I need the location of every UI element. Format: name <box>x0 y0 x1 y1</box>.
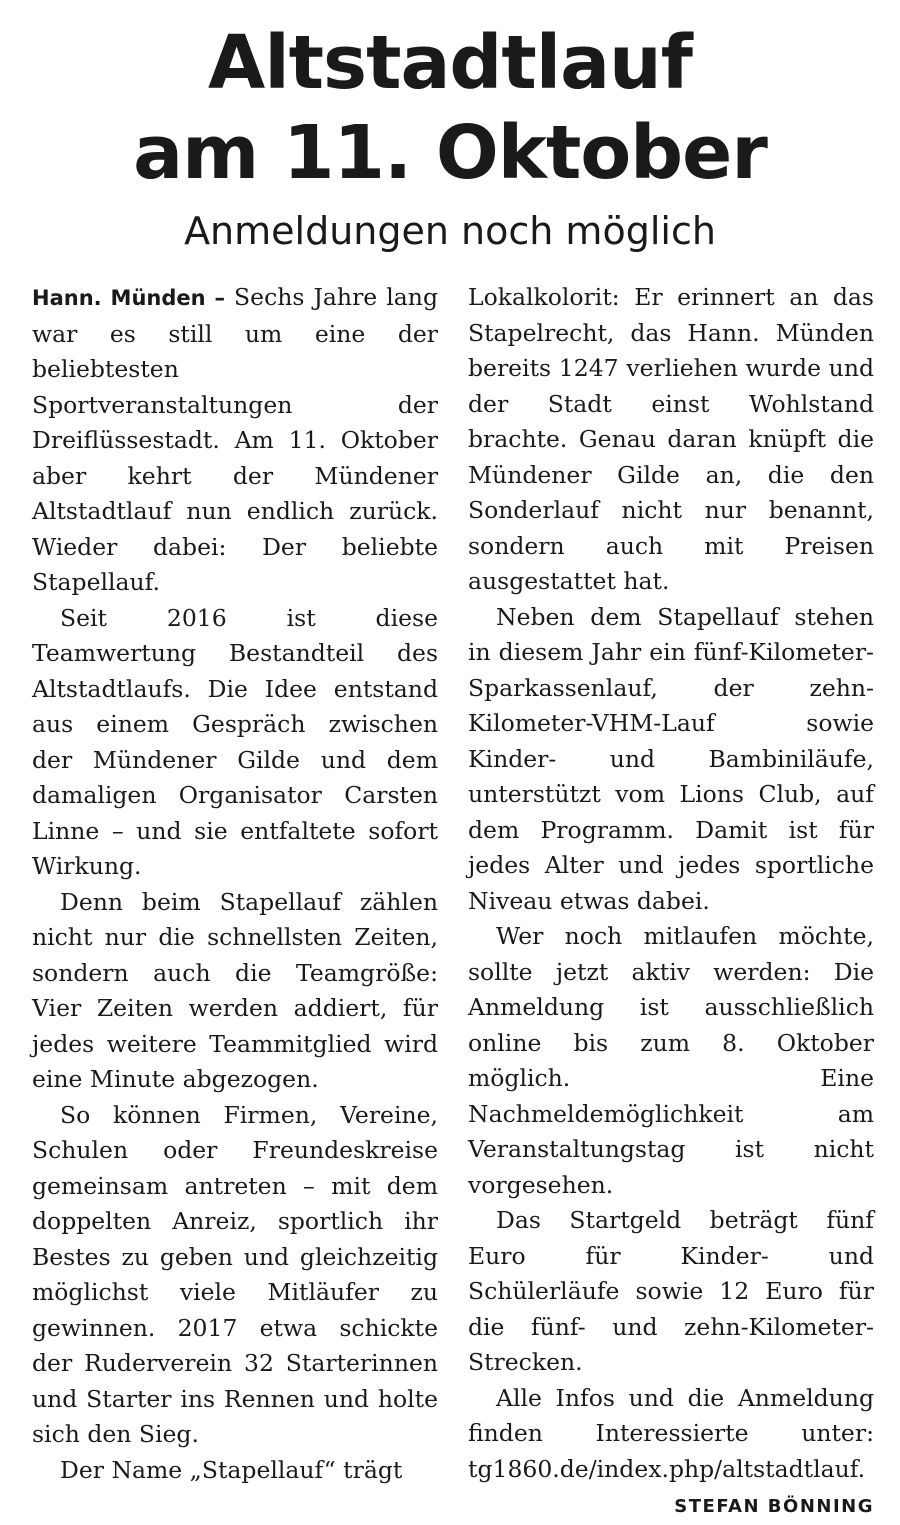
article-column-right <box>468 280 874 1525</box>
paragraph-text: Sechs Jahre lang war es still um eine der beliebtesten Sportveranstaltungen der Dreiflüssestadt. Am 11. Oktober aber kehrt der Mündener Altstadtlauf nun endlich zurück. Wieder dabei: Der beliebte Stapellauf. <box>32 283 438 596</box>
paragraph <box>468 1381 874 1517</box>
headline-line-1: Altstadtlauf <box>208 20 692 106</box>
headline-line-2: am 11. Oktober <box>133 110 767 196</box>
paragraph: Das Startgeld beträgt fünf Euro für Kinder- und Schülerläufe sowie 12 Euro für die fünf- und zehn-Kilometer-Strecken. <box>468 1206 874 1376</box>
paragraph-text: Alle Infos und die Anmeldung finden Interessierte unter: tg1860.de/index.php/altstadtlauf. <box>468 1383 874 1483</box>
article-column-left <box>32 280 438 1488</box>
author-byline: STEFAN BÖNNING <box>674 1496 874 1517</box>
paragraph: Der Name „Stapellauf“ trägt <box>60 1455 403 1484</box>
paragraph <box>32 280 438 601</box>
paragraph: Lokalkolorit: Er erinnert an das Stapelrecht, das Hann. Münden bereits 1247 verliehen wurde und der Stadt einst Wohlstand brachte. Genau daran knüpft die Mündener Gilde an, die den Sonderlauf nicht nur benannt, sondern auch mit Preisen ausgestattet hat. <box>468 283 874 595</box>
dateline: Hann. Münden – <box>32 286 225 310</box>
paragraph: Wer noch mitlaufen möchte, sollte jetzt aktiv werden: Die Anmeldung ist ausschließlich online bis zum 8. Oktober möglich. Eine Nachmeldemöglichkeit am Veranstaltungstag ist nicht vorgesehen. <box>468 922 874 1199</box>
paragraph: Seit 2016 ist diese Teamwertung Bestandteil des Altstadtlaufs. Die Idee entstand aus einem Gespräch zwischen der Mündener Gilde und dem damaligen Organisator Carsten Linne – und sie entfaltete sofort Wirkung. <box>32 603 438 880</box>
headline <box>0 18 900 198</box>
subheadline: Anmeldungen noch möglich <box>184 209 716 253</box>
paragraph: So können Firmen, Vereine, Schulen oder Freundeskreise gemeinsam antreten – mit dem doppelten Anreiz, sportlich ihr Bestes zu geben und gleichzeitig möglichst viele Mitläufer zu gewinnen. 2017 etwa schickte der Ruderverein 32 Starterinnen und Starter ins Rennen und holte sich den Sieg. <box>32 1100 438 1448</box>
paragraph: Denn beim Stapellauf zählen nicht nur die schnellsten Zeiten, sondern auch die Teamgröße: Vier Zeiten werden addiert, für jedes weitere Teammitglied wird eine Minute abgezogen. <box>32 887 438 1093</box>
paragraph: Neben dem Stapellauf stehen in diesem Jahr ein fünf-Kilometer-Sparkassenlauf, der zehn-Kilometer-VHM-Lauf sowie Kinder- und Bambiniläufe, unterstützt vom Lions Club, auf dem Programm. Damit ist für jedes Alter und jedes sportliche Niveau etwas dabei. <box>468 602 874 915</box>
